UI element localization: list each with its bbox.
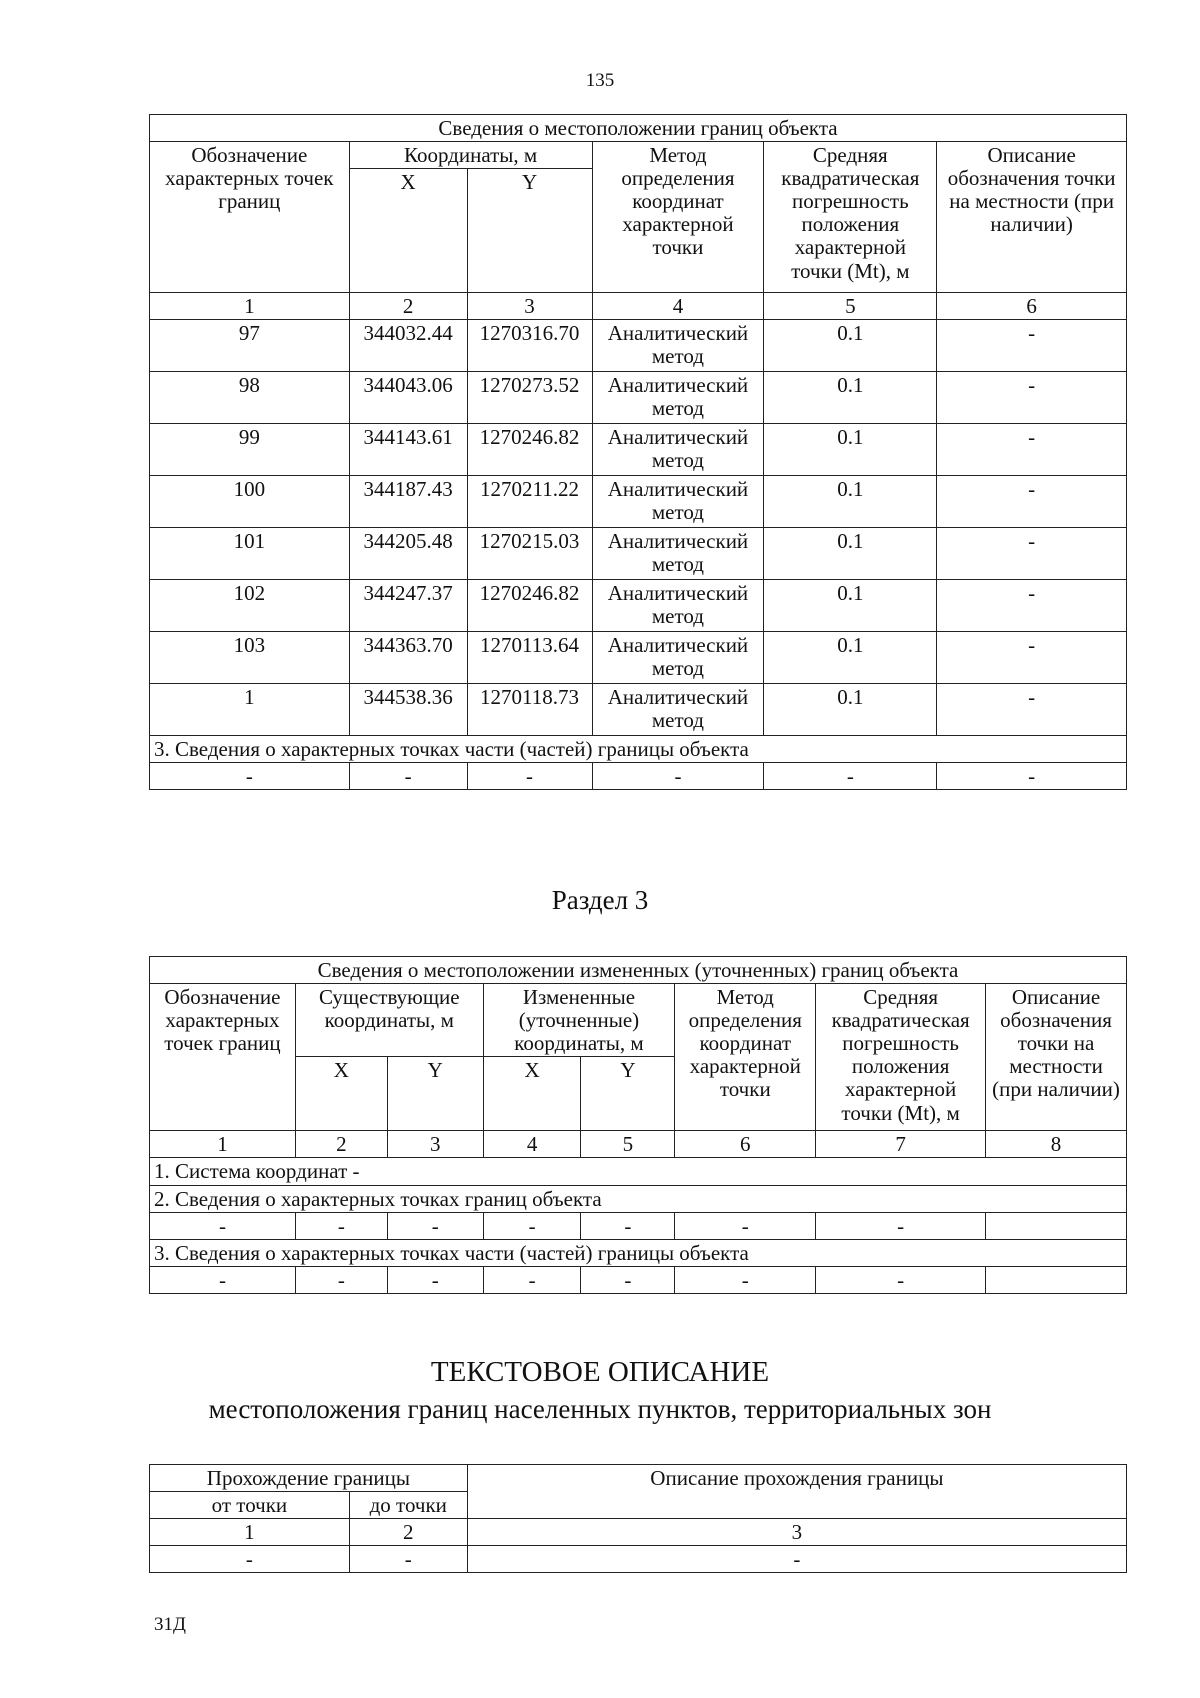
cell-x: 344032.44	[349, 320, 467, 372]
column-number: 3	[387, 1131, 483, 1158]
cell-error: 0.1	[764, 476, 937, 528]
empty-cell: -	[150, 1212, 296, 1239]
empty-cell: -	[349, 1546, 467, 1573]
column-number: 1	[150, 1131, 296, 1158]
table-row	[150, 684, 1127, 736]
header-y: Y	[467, 169, 592, 293]
empty-cell: -	[816, 1212, 986, 1239]
cell-description: -	[937, 320, 1127, 372]
header-from-point: от точки	[150, 1492, 350, 1519]
empty-cell: -	[295, 1266, 387, 1293]
header-description: Описание обозначения точки на местности (при наличии)	[937, 142, 1127, 293]
column-number: 2	[349, 1519, 467, 1546]
header-passage-description: Описание прохождения границы	[467, 1465, 1126, 1519]
empty-cell: -	[467, 763, 592, 790]
cell-x: 344187.43	[349, 476, 467, 528]
header-changed: Измененные (уточненные) координаты, м	[483, 984, 675, 1057]
changed-boundaries-table	[149, 956, 1127, 1294]
boundary-coordinates-table	[149, 114, 1127, 790]
column-number: 2	[295, 1131, 387, 1158]
cell-description: -	[937, 632, 1127, 684]
header-description: Описание обозначения точки на местности (при наличии)	[986, 984, 1127, 1131]
cell-x: 344043.06	[349, 372, 467, 424]
boundary-passage-table	[149, 1464, 1127, 1573]
empty-cell: -	[295, 1212, 387, 1239]
text-description-title: ТЕКСТОВОЕ ОПИСАНИЕ	[430, 1356, 770, 1388]
cell-point: 101	[150, 528, 350, 580]
cell-method: Аналитический метод	[592, 580, 764, 632]
cell-x: 344143.61	[349, 424, 467, 476]
cell-error: 0.1	[764, 320, 937, 372]
empty-cell: -	[675, 1266, 816, 1293]
cell-description: -	[937, 372, 1127, 424]
empty-cell: -	[764, 763, 937, 790]
empty-cell: -	[387, 1212, 483, 1239]
cell-x: 344538.36	[349, 684, 467, 736]
empty-cell: -	[150, 763, 350, 790]
cell-description: -	[937, 580, 1127, 632]
coord-system-label: 1. Система координат -	[150, 1158, 1127, 1185]
header-x-existing: X	[295, 1057, 387, 1131]
header-passage: Прохождение границы	[150, 1465, 468, 1492]
document-code: 31Д	[154, 1614, 186, 1635]
empty-cell: -	[581, 1212, 675, 1239]
header-to-point: до точки	[349, 1492, 467, 1519]
table-row	[150, 424, 1127, 476]
cell-x: 344205.48	[349, 528, 467, 580]
cell-point: 99	[150, 424, 350, 476]
table-row	[150, 476, 1127, 528]
cell-method: Аналитический метод	[592, 476, 764, 528]
header-point: Обозначение характерных точек границ	[150, 142, 350, 293]
cell-point: 1	[150, 684, 350, 736]
empty-cell: -	[483, 1212, 581, 1239]
cell-y: 1270273.52	[467, 372, 592, 424]
column-number: 3	[467, 1519, 1126, 1546]
empty-cell: -	[816, 1266, 986, 1293]
cell-y: 1270113.64	[467, 632, 592, 684]
column-number: 6	[937, 293, 1127, 320]
column-number: 8	[986, 1131, 1127, 1158]
cell-method: Аналитический метод	[592, 320, 764, 372]
empty-cell	[986, 1266, 1127, 1293]
cell-error: 0.1	[764, 528, 937, 580]
column-number: 7	[816, 1131, 986, 1158]
section2-label: 2. Сведения о характерных точках границ объекта	[150, 1185, 1127, 1212]
cell-error: 0.1	[764, 424, 937, 476]
section-title: Раздел 3	[551, 885, 649, 915]
header-coords: Координаты, м	[349, 142, 592, 169]
cell-description: -	[937, 424, 1127, 476]
cell-method: Аналитический метод	[592, 528, 764, 580]
column-number: 2	[349, 293, 467, 320]
column-number: 3	[467, 293, 592, 320]
section3-label: 3. Сведения о характерных точках части (частей) границы объекта	[150, 1239, 1127, 1266]
cell-y: 1270316.70	[467, 320, 592, 372]
cell-method: Аналитический метод	[592, 424, 764, 476]
empty-cell: -	[387, 1266, 483, 1293]
header-error: Средняя квадратическая погрешность положения характерной точки (Mt), м	[816, 984, 986, 1131]
empty-cell: -	[483, 1266, 581, 1293]
text-description-subtitle: местоположения границ населенных пунктов, территориальных зон	[208, 1394, 992, 1424]
cell-point: 103	[150, 632, 350, 684]
empty-cell: -	[592, 763, 764, 790]
cell-y: 1270215.03	[467, 528, 592, 580]
empty-cell: -	[349, 763, 467, 790]
table-row	[150, 632, 1127, 684]
cell-y: 1270118.73	[467, 684, 592, 736]
column-number: 4	[483, 1131, 581, 1158]
cell-point: 102	[150, 580, 350, 632]
empty-cell: -	[581, 1266, 675, 1293]
column-number: 1	[150, 293, 350, 320]
header-method: Метод определения координат характерной точки	[675, 984, 816, 1131]
table-row	[150, 372, 1127, 424]
header-y-changed: Y	[581, 1057, 675, 1131]
empty-cell: -	[937, 763, 1127, 790]
empty-cell: -	[675, 1212, 816, 1239]
table-row	[150, 528, 1127, 580]
column-number: 6	[675, 1131, 816, 1158]
table-row	[150, 580, 1127, 632]
cell-method: Аналитический метод	[592, 372, 764, 424]
cell-error: 0.1	[764, 580, 937, 632]
header-existing: Существующие координаты, м	[295, 984, 483, 1057]
cell-y: 1270246.82	[467, 424, 592, 476]
cell-point: 100	[150, 476, 350, 528]
page-number: 135	[585, 70, 615, 91]
cell-y: 1270211.22	[467, 476, 592, 528]
column-number: 5	[764, 293, 937, 320]
cell-description: -	[937, 528, 1127, 580]
header-point: Обозначение характерных точек границ	[150, 984, 296, 1131]
cell-x: 344363.70	[349, 632, 467, 684]
cell-method: Аналитический метод	[592, 632, 764, 684]
cell-description: -	[937, 684, 1127, 736]
table-caption: Сведения о местоположении измененных (уточненных) границ объекта	[150, 957, 1127, 984]
column-number: 1	[150, 1519, 350, 1546]
cell-method: Аналитический метод	[592, 684, 764, 736]
table-caption: Сведения о местоположении границ объекта	[150, 115, 1127, 142]
header-y-existing: Y	[387, 1057, 483, 1131]
section3-label: 3. Сведения о характерных точках части (частей) границы объекта	[150, 736, 1127, 763]
cell-y: 1270246.82	[467, 580, 592, 632]
empty-cell: -	[150, 1266, 296, 1293]
cell-description: -	[937, 476, 1127, 528]
cell-x: 344247.37	[349, 580, 467, 632]
cell-point: 98	[150, 372, 350, 424]
empty-cell: -	[467, 1546, 1126, 1573]
cell-error: 0.1	[764, 372, 937, 424]
empty-cell: -	[150, 1546, 350, 1573]
header-x: X	[349, 169, 467, 293]
cell-error: 0.1	[764, 684, 937, 736]
header-error: Средняя квадратическая погрешность положения характерной точки (Mt), м	[764, 142, 937, 293]
empty-cell	[986, 1212, 1127, 1239]
cell-error: 0.1	[764, 632, 937, 684]
table-row	[150, 320, 1127, 372]
cell-point: 97	[150, 320, 350, 372]
header-x-changed: X	[483, 1057, 581, 1131]
column-number: 4	[592, 293, 764, 320]
header-method: Метод определения координат характерной точки	[592, 142, 764, 293]
column-number: 5	[581, 1131, 675, 1158]
